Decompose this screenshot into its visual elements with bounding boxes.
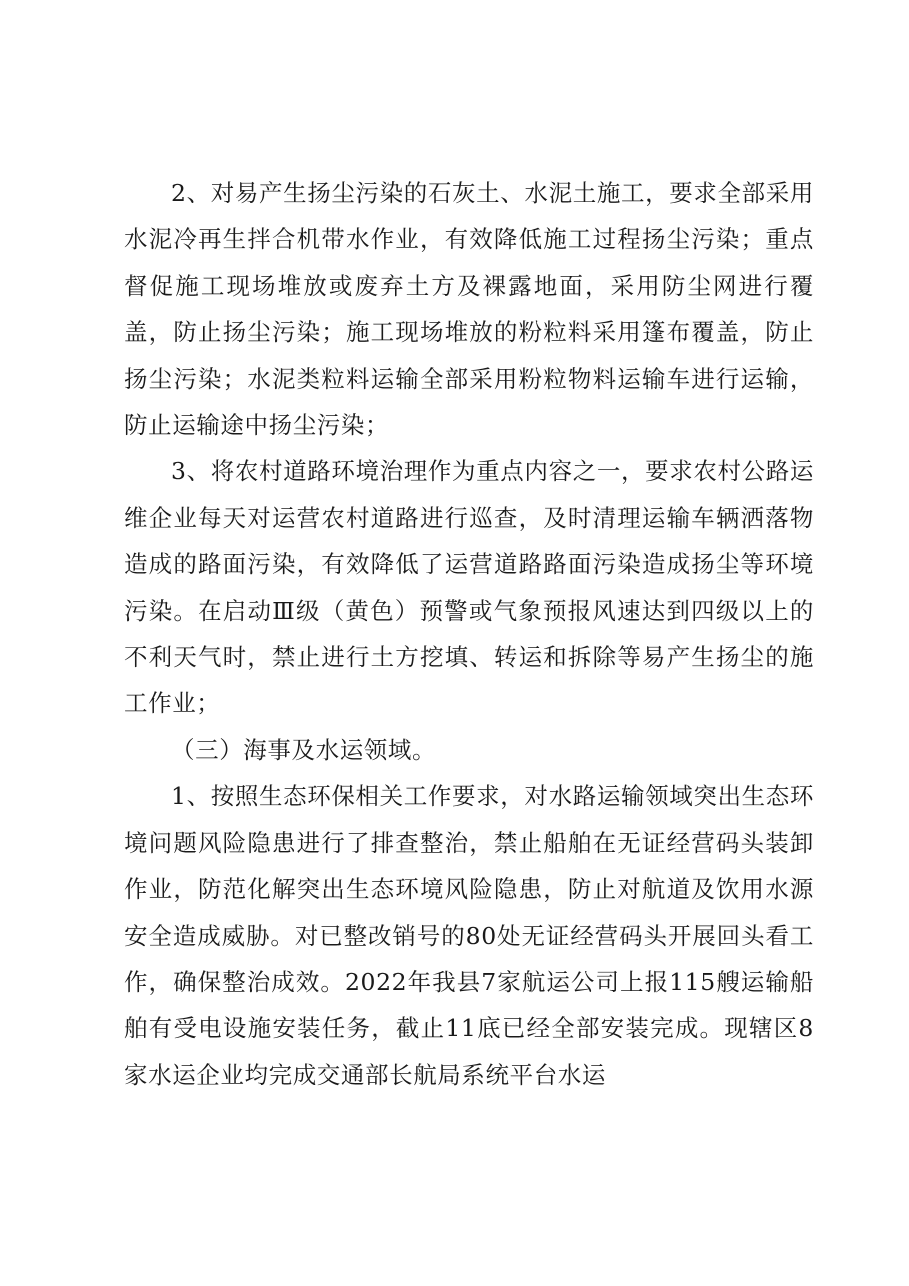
paragraph-waterway-transport: 1、按照生态环保相关工作要求，对水路运输领域突出生态环境问题风险隐患进行了排查整治，禁止船舶在无证经营码头装卸作业，防范化解突出生态环境风险隐患，防止对航道及饮用水源安全造成威胁。对已整改销号的80处无证经营码头开展回头看工作，确保整治成效。2022年我县7家航运公司上报115艘运输船舶有受电设施安装任务，截止11底已经全部安装完成。现辖区8家水运企业均完成交通部长航局系统平台水运: [124, 782, 814, 1089]
paragraph-construction-dust: 2、对易产生扬尘污染的石灰土、水泥土施工，要求全部采用水泥冷再生拌合机带水作业，有效降低施工过程扬尘污染；重点督促施工现场堆放或废弃土方及裸露地面，采用防尘网进行覆盖，防止扬尘污染；施工现场堆放的粉粒料采用篷布覆盖，防止扬尘污染；水泥类粒料运输全部采用粉粒物料运输车进行运输，防止运输途中扬尘污染；: [124, 179, 814, 440]
document-body: [124, 170, 814, 1098]
section-heading-maritime: （三）海事及水运领域。: [171, 735, 437, 764]
paragraph-rural-roads: 3、将农村道路环境治理作为重点内容之一，要求农村公路运维企业每天对运营农村道路进行巡查，及时清理运输车辆洒落物造成的路面污染，有效降低了运营道路路面污染造成扬尘等环境污染。在启动Ⅲ级（黄色）预警或气象预报风速达到四级以上的不利天气时，禁止进行土方挖填、转运和拆除等易产生扬尘的施工作业；: [124, 457, 814, 718]
